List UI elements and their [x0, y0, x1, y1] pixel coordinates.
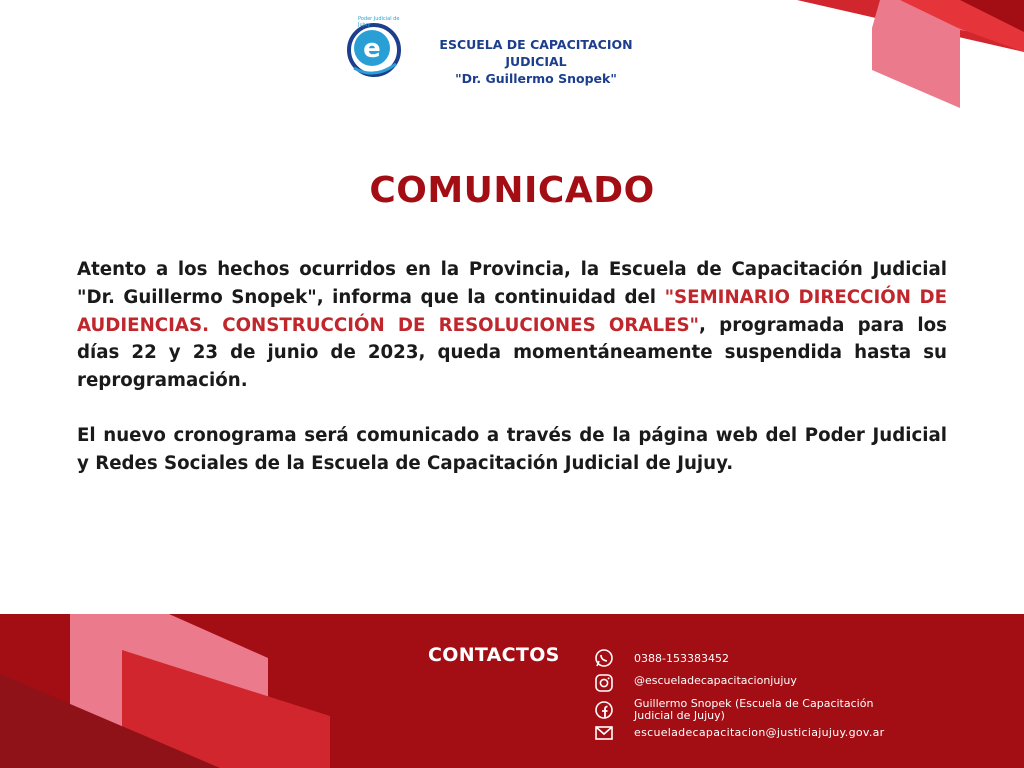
page-title: COMUNICADO	[369, 170, 655, 211]
header	[340, 16, 680, 86]
footer	[0, 614, 1024, 768]
seminar-name: "SEMINARIO DIRECCIÓN DE AUDIENCIAS. CONSTRUCCIÓN DE RESOLUCIONES ORALES"	[77, 286, 947, 336]
contact-instagram[interactable]: @escueladecapacitacionjujuy	[634, 674, 797, 687]
school-logo	[346, 18, 402, 80]
facebook-icon	[594, 700, 614, 720]
paragraph-1-part2: , programada para los días 22 y 23 de junio de 2023, queda momentáneamente suspendida hasta su reprogramación.	[77, 314, 947, 392]
whatsapp-icon	[594, 648, 614, 668]
school-name	[410, 36, 662, 87]
contact-phone[interactable]: 0388-153383452	[634, 652, 729, 665]
school-name-line2: "Dr. Guillermo Snopek"	[455, 71, 617, 86]
contact-email[interactable]: escueladecapacitacion@justiciajujuy.gov.ar	[634, 726, 885, 739]
svg-text:e: e	[363, 34, 381, 64]
school-name-line1: ESCUELA DE CAPACITACION JUDICIAL	[439, 37, 633, 69]
email-icon	[594, 723, 614, 743]
contacts-title: CONTACTOS	[428, 644, 560, 666]
paragraph-2: El nuevo cronograma será comunicado a través de la página web del Poder Judicial y Redes Sociales de la Escuela de Capacitación Judicial de Jujuy.	[77, 425, 947, 474]
paragraph-1-part1: Atento a los hechos ocurridos en la Provincia, la Escuela de Capacitación Judicial "Dr. Guillermo Snopek", informa que la continuidad del	[77, 259, 947, 308]
instagram-icon	[594, 673, 614, 693]
logo-arc-text: Poder Judicial de Jujuy	[358, 16, 400, 28]
paragraph-1	[77, 256, 947, 395]
contact-facebook[interactable]: Guillermo Snopek (Escuela de Capacitación Judicial de Jujuy)	[634, 697, 874, 722]
